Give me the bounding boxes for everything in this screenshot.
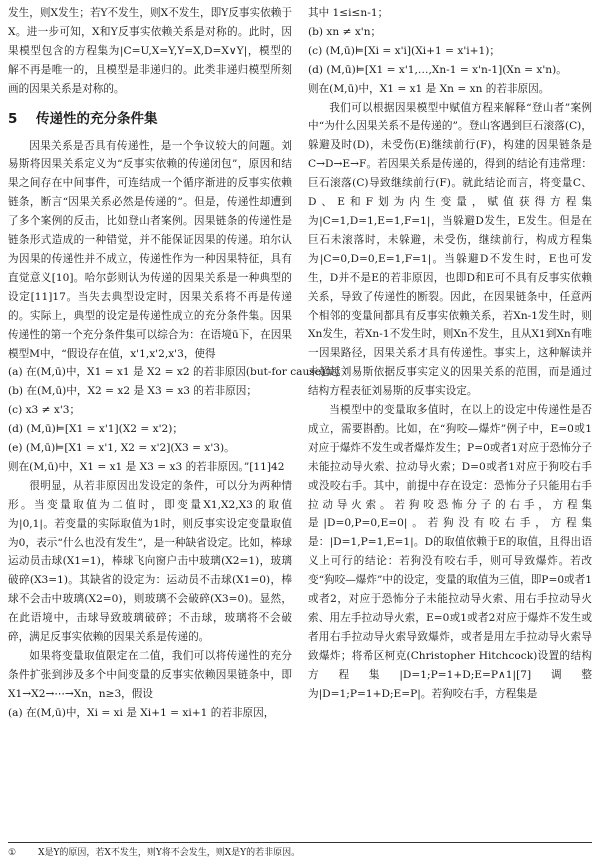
paragraph-climber-case: 我们可以根据因果模型中赋值方程来解释“登山者”案例中“为什么因果关系不是传递的”。登山客遇到巨石滚落(C)，躲避及时(D)，未受伤(E)继续前行(F)，构建的因果链条是C→D→E→F。若因果关系是传递的，得到的结论有违常理：巨石滚落(C)导致继续前行(F)。就此结论而言，将变量C、D、E和F划为内生变量，赋值获得方程集为|C=1,D=1,E=1,F=1|，当躲避D发生，E发生。但是在巨石未滚落时，未躲避，未受伤，继续前行，构成方程集为|C=0,D=0,E=1,F=1|。当躲避D不发生时，E也可发生，D并不是E的若非原因，也即D和E可不具有反事实依赖关系，导致了传递性的断裂。因此，在因果链条中，任意两个相邻的变量间都具有反事实依赖关系，若Xn-1发生时，则Xn发生，若Xn-1不发生时，则Xn不发生，且从X1到Xn有唯一因果路径，因果关系才具有传递性。事实上，这种解读并未超越刘易斯依据反事实定义的因果关系的范围，而是通过结构方程表征刘易斯的反事实设定。 bbox=[308, 101, 592, 398]
paragraph-binary-variables: 很明显，从若非原因出发设定的条件，可以分为两种情形。当变量取值为二值时，即变量X1,X2,X3的取值为|0,1|。若变量的实际取值为1时，则反事实设定变量取值为0，表示“什么也没有发生”，是一种缺省设定。比如，棒球运动员击球(X1=1)，棒球飞向窗户击中玻璃(X2=1)，玻璃破碎(X3=1)。其缺省的设定为：运动员不击球(X1=0)，棒球不会击中玻璃(X2=0)，则玻璃不会破碎(X3=0)。显然，在此语境中，击球导致玻璃破碎；不击球，玻璃将不会破碎，满足反事实依赖的因果关系是传递的。 bbox=[8, 479, 292, 644]
chain-condition-item-a: (a) 在(M,ū)中，Xi = xi 是 Xi+1 = xi+1 的若非原因， bbox=[8, 706, 275, 719]
paragraph-multivalue-case: 当模型中的变量取多值时，在以上的设定中传递性是否成立，需要斟酌。比如，在“狗咬—爆炸”例子中，E=0或1对应于爆炸不发生或者爆炸发生；P=0或者1对应于恐怖分子未能拉动导火索、拉动导火索；D=0或者1对应于狗咬右手或没咬右手。其中，前提中存在设定：恐怖分子只能用右手拉动导火索。若狗咬恐怖分子的右手，方程集是|D=0,P=0,E=0|。若狗没有咬右手，方程集是：|D=1,P=1,E=1|。D的取值依赖于E的取值，且得出语义上可行的结论：若狗没有咬右手，则可导致爆炸。若改变“狗咬—爆炸”中的设定，变量的取值为三值，即P=0或者1或者2，对应于恐怖分子未能拉动导火索、用右手拉动导火索、用左手拉动导火索，E=0或1或者2对应于爆炸不发生或者用右手拉动导火索导致爆炸，或者是用左手拉动导火索导致爆炸；将希区柯克(Christopher Hitchcock)设置的结构方程集|D=1;P=1+D;E=P∧1|[7]调整为|D=1;P=1+D;E=P|。若狗咬右手，方程集是 bbox=[308, 404, 592, 700]
intro-paragraph: 发生，则X发生；若Y不发生，则X不发生，即Y反事实依赖于X。进一步可知，X和Y反事实依赖关系是对称的。此时，因果模型包含的方程集为|C=U,X=Y,Y=X,D=X∨Y|，模型的解不再是唯一的，且模型是非递归的。此类非递归模型所刻画的因果关系是对称的。 bbox=[8, 7, 292, 95]
condition-item-e: (e) (M,ū)⊨[X1 = x'1, X2 = x'2](X3 = x'3)。 bbox=[8, 442, 235, 455]
chain-condition-conclusion: 则在(M,ū)中，X1 = x1 是 Xn = xn 的若非原因。 bbox=[308, 82, 550, 95]
right-column bbox=[308, 4, 592, 704]
chain-condition-item-b: (b) xn ≠ x'n； bbox=[308, 25, 382, 38]
condition-item-c: (c) x3 ≠ x'3； bbox=[8, 404, 81, 417]
section-number: 5 bbox=[8, 110, 18, 127]
condition-item-a: (a) 在(M,ū)中，X1 = x1 是 X2 = x2 的若非原因(but-for cause)①； bbox=[8, 366, 346, 379]
chain-condition-range: 其中 1≤i≤n-1； bbox=[308, 7, 389, 19]
condition-item-d: (d) (M,ū)⊨[X1 = x'1](X2 = x'2)； bbox=[8, 423, 183, 436]
footnote bbox=[8, 842, 592, 860]
section-heading bbox=[8, 109, 292, 129]
paragraph-transitivity-debate: 因果关系是否具有传递性，是一个争议较大的问题。刘易斯将因果关系定义为“反事实依赖的传递闭包”，原因和结果之间存在中间事件，可连结成一个循序渐进的反事实依赖链条，断言“因果关系必然是传递的”。但是，传递性却遭到了多个案例的反击，比如登山者案例。因果链条的传递性是链条形式造成的一种错觉，并不能保证因果的传递。珀尔认为因果的传递性并不成立，传递性作为一种因果特征，具有直觉意义[10]。哈尔彭则认为传递的因果关系是一种典型的设定[11]17。当失去典型设定时，因果关系将不再是传递的。实际上，典型的设定是传递性成立的充分条件集。因果传递性的第一个充分条件集可以综合为：在语境ū下，在因果模型M中，“假设存在值，x'1,x'2,x'3，使得 bbox=[8, 139, 292, 360]
paragraph-chain-extension: 如果将变量取值限定在二值，我们可以将传递性的充分条件扩张到涉及多个中间变量的反事实依赖因果链条中，即X1→X2→⋯→Xn，n≥3，假设 bbox=[8, 650, 292, 700]
condition-conclusion: 则在(M,ū)中，X1 = x1 是 X3 = x3 的若非原因。”[11]42 bbox=[8, 460, 285, 473]
condition-item-b: (b) 在(M,ū)中，X2 = x2 是 X3 = x3 的若非原因； bbox=[8, 385, 257, 398]
footnote-text: X是Y的原因，若X不发生，则Y将不会发生，则X是Y的若非原因。 bbox=[38, 848, 301, 858]
section-title: 传递性的充分条件集 bbox=[36, 110, 158, 127]
footnote-marker: ① bbox=[8, 848, 17, 858]
chain-condition-item-d: (d) (M,ū)⊨[X1 = x'1,…,Xn-1 = x'n-1](Xn = x'n)。 bbox=[308, 63, 567, 76]
chain-condition-item-c: (c) (M,ū)⊨[Xi = x'i](Xi+1 = x'i+1)； bbox=[308, 44, 500, 57]
